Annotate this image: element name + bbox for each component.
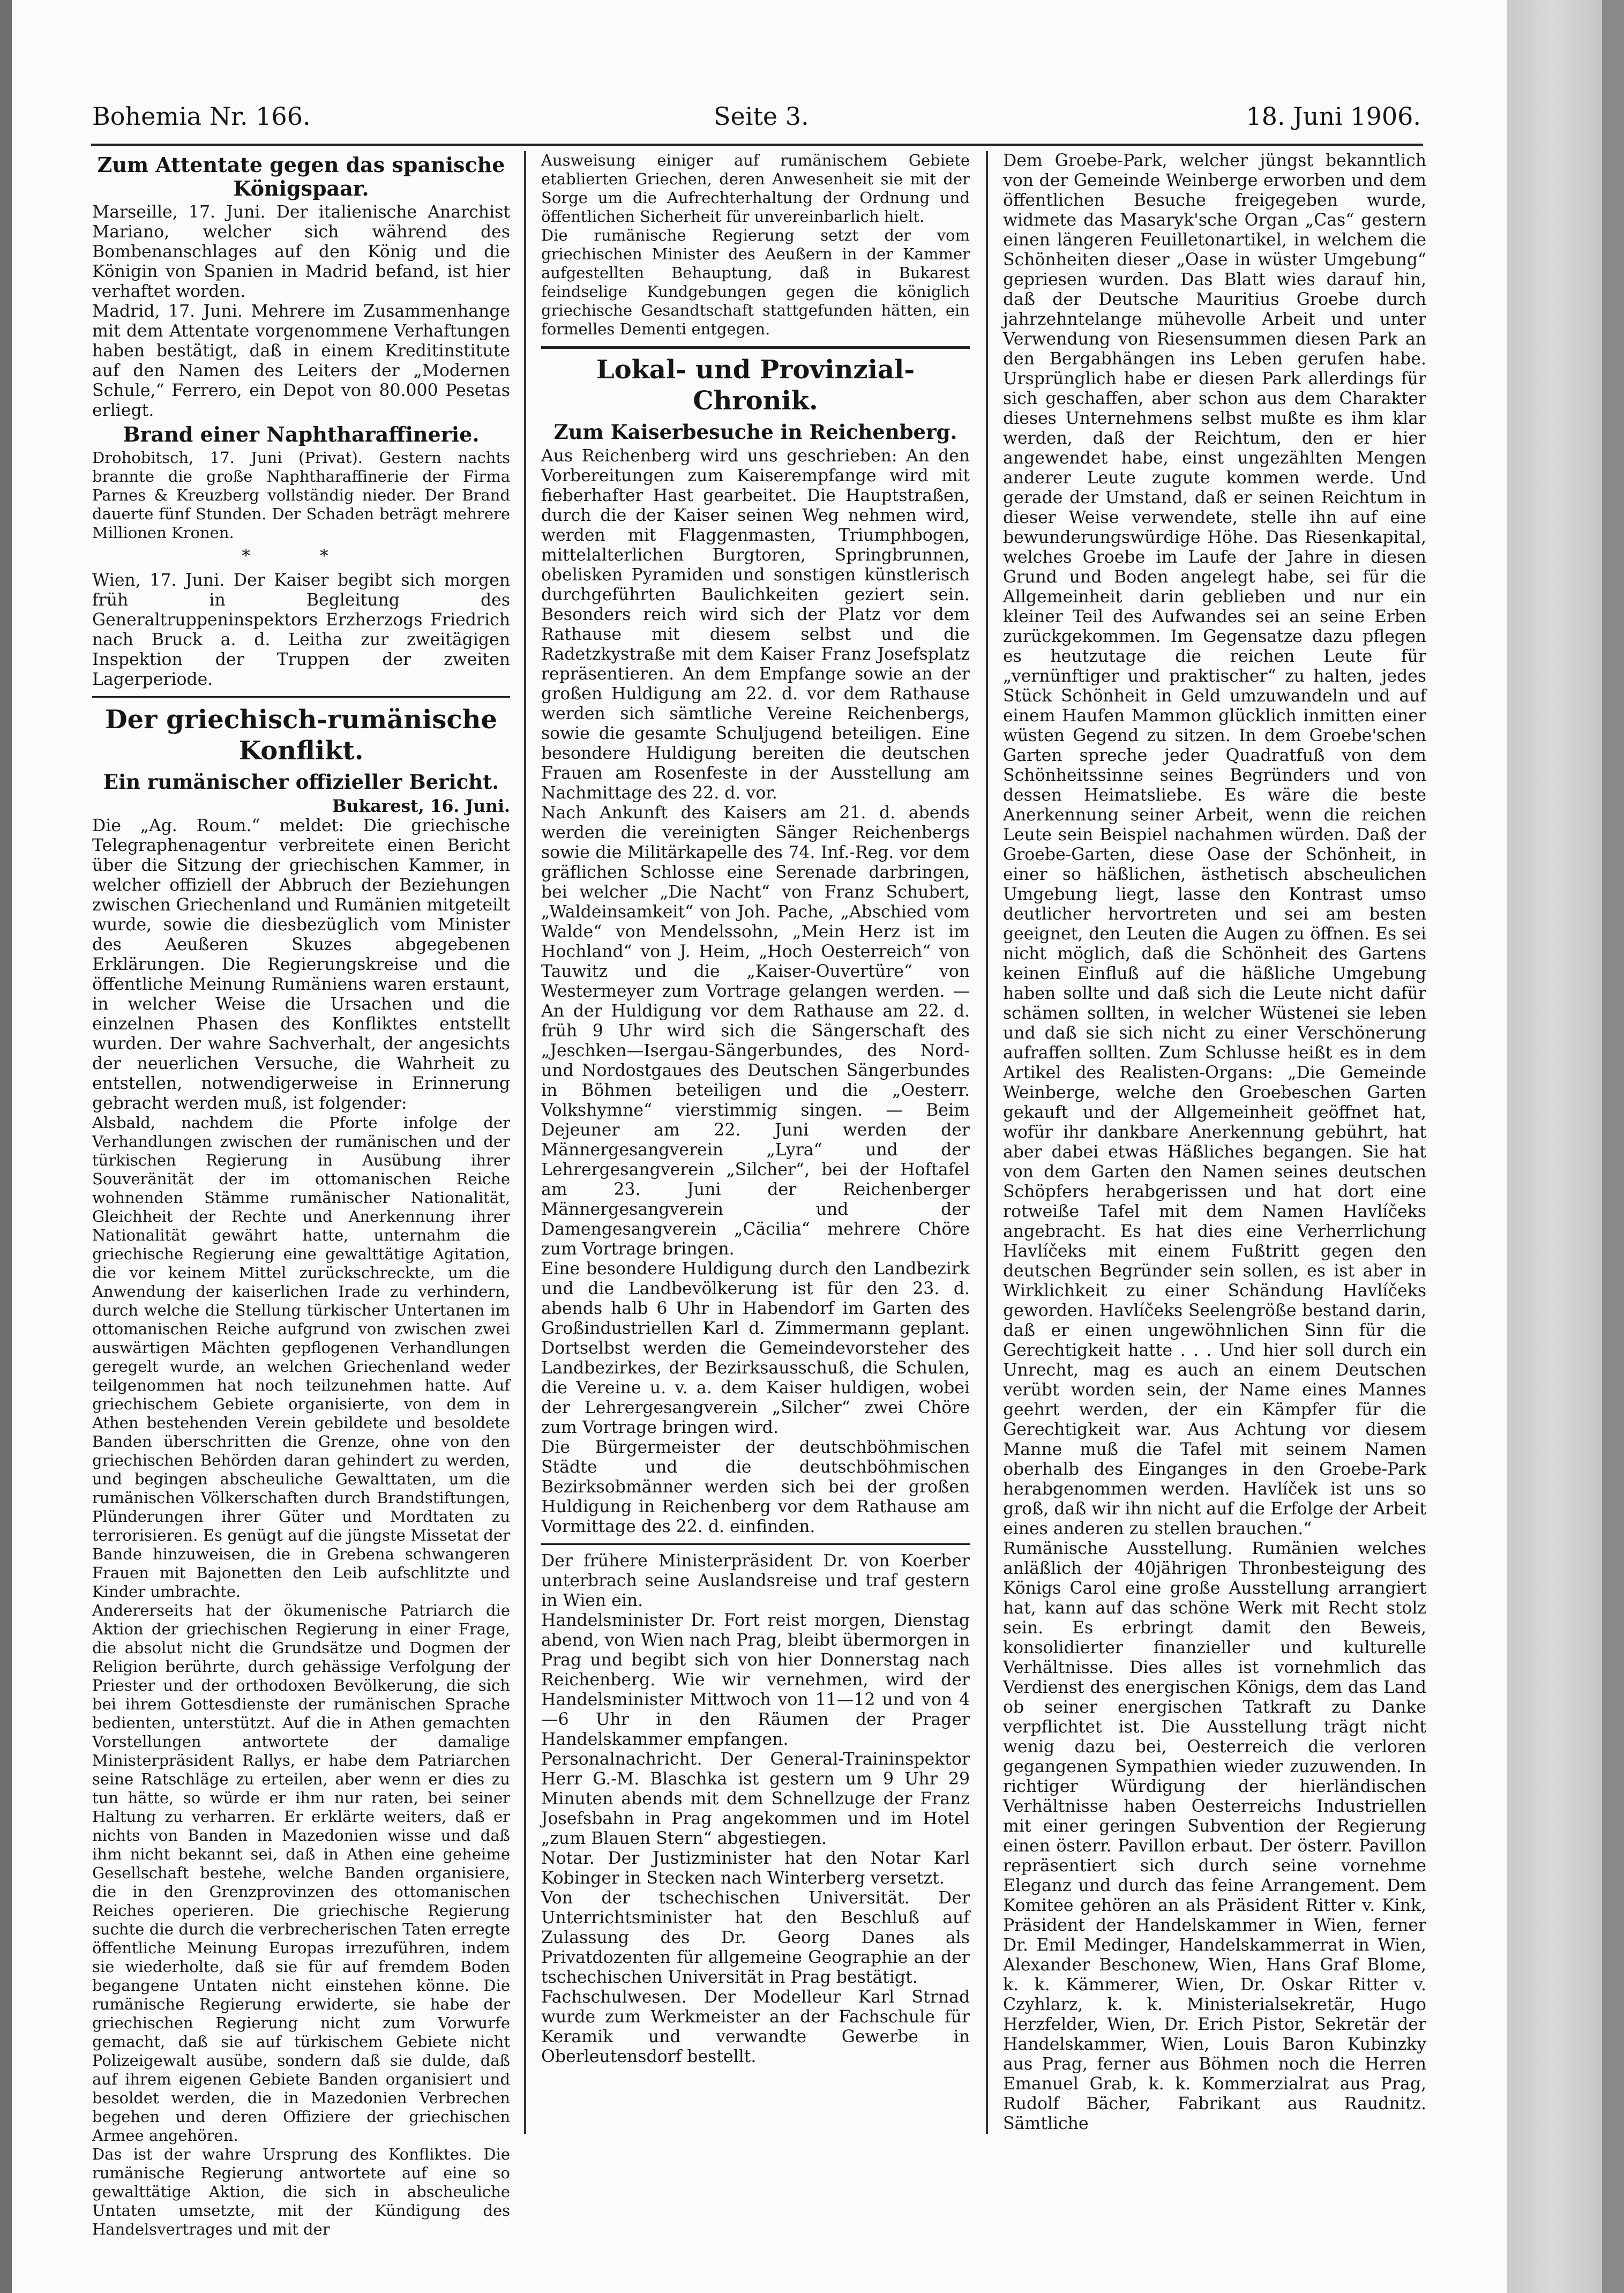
article-kaiser-4: Die Bürgermeister der deutschböhmischen Städte und die deutschböhmischen Bezirksobmänner werden sich bei der großen Huldigung in Reichenberg vor dem Rathause am Vormittage des 22. d. einfinden. [541, 1438, 970, 1536]
separator-stars: * * [242, 547, 361, 566]
article-kaiser-3: Eine besondere Huldigung durch den Landbezirk und die Landbevölkerung ist für den 23. d. abends halb 6 Uhr in Habendorf im Garten des Großindustriellen Karl d. Zimmermann geplant. Dortselbst werden die Gemeindevorsteher des Landbezirkes, der Bezirksausschuß, die Schulen, die Vereine u. v. a. dem Kaiser huldigen, wobei der Lehrergesangverein „Silcher“ zwei Chöre zum Vortrage bringen wird. [541, 1259, 970, 1437]
subheadline-kaiserbesuch: Zum Kaiserbesuche in Reichenberg. [553, 420, 957, 444]
headline-attentat: Zum Attentate gegen das spanische Königspaar. [97, 153, 505, 200]
article-bericht-3: Das ist der wahre Ursprung des Konfliktes. Die rumänische Regierung antwortete auf eine so gewalttätige Aktion, die sich in abscheuliche Untaten umsetzte, mit der Kündigung des Handelsvertrages und mit der [92, 2145, 510, 2238]
article-marseille: Marseille, 17. Juni. Der italienische Anarchist Mariano, welcher sich während des Bombenanschlages auf den König und die Königin von Spanien in Madrid befand, ist hier verhaftet worden. [92, 203, 510, 301]
scanner-edge [1602, 0, 1624, 2293]
headline-brand: Brand einer Naphtharaffinerie. [123, 422, 480, 446]
article-dementi: Die rumänische Regierung setzt der vom griechischen Minister des Aeußern in der Kammer aufgestellten Behauptung, daß in Bukarest feindselige Kundgebungen gegen die königlich griechische Gesandtschaft stattgefunden hätten, ein formelles Dementi entgegen. [541, 226, 970, 338]
article-madrid: Madrid, 17. Juni. Mehrere im Zusammenhange mit dem Attentate vorgenommene Verhaftungen haben bestätigt, daß in einem Kreditinstitute auf den Namen des Leiters der „Modernen Schule,“ Ferrero, ein Depot von 80.000 Pesetas erliegt. [92, 302, 510, 420]
article-drohobitsch: Drohobitsch, 17. Juni (Privat). Gestern nachts brannte die große Naphtharaffinerie der Firma Parnes & Kreuzberg vollständig nieder. Der Brand dauerte fünf Stunden. Der Schaden beträgt mehrere Millionen Kronen. [92, 449, 510, 542]
header-issue: Bohemia Nr. 166. [92, 102, 311, 131]
column-3 [1003, 151, 1426, 2134]
article-universitaet: Von der tschechischen Universität. Der Unterrichtsminister hat den Beschluß auf Zulassung des Dr. Georg Danes als Privatdozenten für allgemeine Geographie an der tschechischen Universität in Prag bestätigt. [541, 1888, 970, 1987]
header-date: 18. Juni 1906. [1246, 102, 1421, 131]
section-rule-2 [541, 1543, 970, 1545]
column-1 [92, 151, 510, 2239]
article-bericht-1: Alsbald, nachdem die Pforte infolge der Verhandlungen zwischen der rumänischen und der türkischen Regierung in Ausübung ihrer Souveränität der im ottomanischen Reiche wohnenden Stämme rumänischer Nationalität, Gleichheit der Rechte und Anerkennung ihrer Nationalität gewährt hatte, unternahm die griechische Regierung eine gewalttätige Agitation, die vor keinem Mittel zurückschreckte, um die Anwendung der kaiserlichen Irade zu verhindern, durch welche die Stellung türkischer Untertanen im ottomanischen Reiche aufgrund von zwischen zwei auswärtigen Mächten gepflogenen Verhandlungen geregelt wurde, an welchen Griechenland weder teilgenommen hat noch teilzunehmen hatte. Auf griechischem Gebiete organisierte, von dem in Athen bestehenden Verein gebildete und besoldete Banden überschritten die Grenze, ohne von den griechischen Behörden daran gehindert zu werden, und begingen abscheuliche Gewalttaten, um die rumänischen Völkerschaften durch Brandstiftungen, Plünderungen ihrer Güter und Mordtaten zu terrorisieren. Es genügt auf die jüngste Missetat der Bande hinzuweisen, die in Grebena schwangeren Frauen mit Bajonetten den Leib aufschlitzte und Kinder umbrachte. [92, 1114, 510, 1601]
headline-chronik: Lokal- und Provinzial-Chronik. [596, 355, 915, 416]
newspaper-page-scan [12, 0, 1507, 2293]
article-fachschul: Fachschulwesen. Der Modelleur Karl Strnad wurde zum Werkmeister an der Fachschule für Keramik und verwandte Gewerbe in Oberleutensdorf bestellt. [541, 1988, 970, 2066]
section-rule-double [541, 346, 970, 349]
article-fort: Handelsminister Dr. Fort reist morgen, Dienstag abend, von Wien nach Prag, bleibt übermorgen in Prag und begibt sich von hier Donnerstag nach Reichenberg. Wie wir vernehmen, wird der Handelsminister Mittwoch von 11—12 und von 4—6 Uhr in den Räumen der Prager Handelskammer empfangen. [541, 1611, 970, 1749]
section-rule [92, 696, 510, 698]
article-kaiser-1: Aus Reichenberg wird uns geschrieben: An den Vorbereitungen zum Kaiserempfange wird mit fieberhafter Hast gearbeitet. Die Hauptstraßen, durch die der Kaiser seinen Weg nehmen wird, werden mit Flaggenmasten, Triumphbogen, mittelalterlichen Burgtoren, Springbrunnen, obelisken Pyramiden und sonstigen künstlerisch durchgeführten Baulichkeiten geziert sein. Besonders reich wird sich der Platz vor dem Rathause mit diesem selbst und die Radetzkystraße mit dem Kaiser Franz Josefsplatz repräsentieren. An dem Empfange sowie an der großen Huldigung am 22. d. vor dem Rathause werden sich sämtliche Vereine Reichenbergs, sowie die gesamte Schuljugend beteiligen. Eine besondere Huldigung bereiten die deutschen Frauen am Rosenfeste in der Ausstellung am Nachmittage des 22. d. vor. [541, 446, 970, 803]
page-header [92, 102, 1421, 139]
article-groebe-park: Dem Groebe-Park, welcher jüngst bekanntlich von der Gemeinde Weinberge erworben und dem öffentlichen Besuche freigegeben wurde, widmete das Masaryk'sche Organ „Cas“ gestern einen längeren Feuilletonartikel, in welchem die Schönheiten dieser „Oase in wüster Umgebung“ gepriesen wurden. Das Blatt wies darauf hin, daß der Deutsche Mauritius Groebe durch jahrzehntelange mühevolle Arbeit und unter Verwendung von Riesensummen diesen Park an den Bergabhängen ins Leben gerufen habe. Ursprünglich habe er diesen Park allerdings für sich geschaffen, aber schon aus dem Charakter dieses Unternehmens selbst mußte es ihm klar werden, daß der Reichtum, den er hier angewendet habe, einst ungezählten Mengen anderer Leute zugute kommen werde. Und gerade der Umstand, daß er seinen Reichtum in dieser Weise verwendete, stelle ihn auf eine bewunderungswürdige Höhe. Das Riesenkapital, welches Groebe im Laufe der Jahre in diesen Grund und Boden angelegt habe, sei für die Allgemeinheit darin geblieben und nur ein kleiner Teil des Aufwandes sei an seine Erben zurückgekommen. Im Gegensatze dazu pflegen es heutzutage die reichen Leute für „vernünftiger und praktischer“ zu halten, jedes Stück Schönheit in Geld umzuwandeln und auf einem Haufen Mammon glücklich inmitten einer wüsten Gegend zu sitzen. In dem Groebe'schen Garten spreche jeder Quadratfuß von dem Schönheitssinne seines Begründers und von dessen Heimatsliebe. Es wäre die beste Anerkennung seiner Arbeit, wenn die reichen Leute sein Beispiel nachahmen würden. Daß der Groebe-Garten, diese Oase der Schönheit, in einer so häßlichen, ästhetisch abscheulichen Umgebung liegt, lasse den Kontrast umso deutlicher hervortreten und sei am besten geeignet, den Leuten die Augen zu öffnen. Es sei nicht möglich, daß die Schönheit des Gartens keinen Einfluß auf die häßliche Umgebung haben sollte und daß sich die Leute nicht dafür schämen sollten, in welcher Wüstenei sie leben und daß sie sich nicht zu einer Verschönerung aufraffen sollten. Zum Schlusse heißt es in dem Artikel des Realisten-Organs: „Die Gemeinde Weinberge, welche den Groebeschen Garten gekauft und der Allgemeinheit geöffnet hat, wofür ihr dankbare Anerkennung gebührt, hat aber dabei etwas Häßliches begangen. Sie hat von dem Garten den Namen seines deutschen Schöpfers herabgerissen und hat dort eine rotweiße Tafel mit dem Namen Havlíčeks angebracht. Es hat dies eine Verherrlichung Havlíčeks mit einem Fußtritt gegen den deutschen Begründer sein sollen, es ist aber in Wirklichkeit zu einer Schändung Havlíčeks geworden. Havlíčeks Seelengröße bestand darin, daß er einen ungewöhnlichen Sinn für die Gerechtigkeit hatte . . . Und hier soll durch ein Unrecht, mag es auch an einem Deutschen verübt worden sein, der Name eines Mannes geehrt werden, der ein Kämpfer für die Gerechtigkeit war. Aus Achtung vor diesem Manne muß die Tafel mit seinem Namen oberhalb des Einganges in den Groebe-Park herabgenommen werden. Havlíček ist uns so groß, daß wir ihn nicht auf die Erfolge der Arbeit eines anderen zu stellen brauchen.“ [1003, 151, 1426, 1538]
article-notar: Notar. Der Justizminister hat den Notar Karl Kobinger in Stecken nach Winterberg versetzt. [541, 1849, 970, 1888]
article-rumaenische-ausstellung: Rumänische Ausstellung. Rumänien welches anläßlich der 40jährigen Thronbesteigung des Königs Carol eine große Ausstellung arrangiert hat, kann auf das schöne Werk mit Recht stolz sein. Es erbringt damit den Beweis, konsolidierter finanzieller und kulturelle Verhältnisse. Dies alles ist vornehmlich das Verdienst des energischen Königs, dem das Land ob seiner energischen Tatkraft zu Danke verpflichtet ist. Die Ausstellung trägt nicht wenig dazu bei, Oesterreich die verloren gegangenen Sympathien wieder zuzuwenden. In richtiger Würdigung der hierländischen Verhältnisse haben Oesterreichs Industriellen mit einer geringen Subvention der Regierung einen österr. Pavillon erbaut. Der österr. Pavillon repräsentiert sich durch seine vornehme Eleganz und durch das feine Arrangement. Dem Komitee gehören an als Präsident Ritter v. Kink, Präsident der Handelskammer in Wien, ferner Dr. Emil Medinger, Handelskammerrat in Wien, Alexander Beschonew, Wien, Hans Graf Blome, k. k. Kämmerer, Wien, Dr. Oskar Ritter v. Czyhlarz, k. k. Ministerialsekretär, Hugo Herzfelder, Wien, Dr. Erich Pistor, Sekretär der Handelskammer, Wien, Louis Baron Kubinzky aus Prag, ferner aus Böhmen noch die Herren Emanuel Grab, k. k. Kommerzialrat aus Prag, Rudolf Bächer, Fabrikant aus Raudnitz. Sämtliche [1003, 1539, 1426, 2133]
article-bericht-2: Andererseits hat der ökumenische Patriarch die Aktion der griechischen Regierung in einer Frage, die absolut nicht die Grundsätze und Dogmen der Religion berührte, durch gehässige Verfolgung der Priester und der orthodoxen Bevölkerung, die sich bei ihrem Gottesdienste der rumänischen Sprache bedienten, unterstützt. Auf die in Athen gemachten Vorstellungen antwortete der damalige Ministerpräsident Rallys, er habe dem Patriarchen seine Ratschläge zu erteilen, aber wenn er dies zu tun hätte, so würde er ihm nur raten, bei seiner Haltung zu verharren. Er erklärte weiters, daß er nichts von Banden in Mazedonien wisse und daß ihm nicht bekannt sei, daß in Athen eine geheime Gesellschaft bestehe, welche Banden organisiere, die in den Grenzprovinzen des ottomanischen Reiches operieren. Die griechische Regierung suchte die durch die verbrecherischen Taten erregte öffentliche Meinung Europas irrezuführen, indem sie wiederholte, daß sie für auf fremdem Boden begangene Untaten nicht einstehen könne. Die rumänische Regierung erwiderte, sie habe der griechischen Regierung nicht zum Vorwurfe gemacht, daß sie auf türkischem Gebiete nicht Polizeigewalt ausübe, sondern daß sie dulde, daß auf ihrem eigenen Gebiete Banden organisiert und besoldet werden, die in Mazedonien Verbrechen begehen und deren Offiziere der griechischen Armee angehören. [92, 1601, 510, 2145]
subheadline-bericht: Ein rumänischer offizieller Bericht. [103, 770, 499, 794]
article-ausweisung-cont: Ausweisung einiger auf rumänischem Gebiete etablierten Griechen, deren Anwesenheit sie mit der Sorge um die Aufrechterhaltung der Ordnung und öffentlichen Sicherheit für unvereinbarlich hielt. [541, 151, 970, 226]
header-rule [91, 144, 1423, 146]
header-page-number: Seite 3. [714, 102, 809, 131]
article-personal: Personalnachricht. Der General-Traininspektor Herr G.-M. Blaschka ist gestern um 9 Uhr 29 Minuten abends mit dem Schnellzuge der Franz Josefsbahn in Prag angekommen und im Hotel „zum Blauen Stern“ abgestiegen. [541, 1750, 970, 1848]
headline-konflikt: Der griechisch-rumänische Konflikt. [104, 705, 498, 766]
article-kaiser-2: Nach Ankunft des Kaisers am 21. d. abends werden die vereinigten Sänger Reichenbergs sowie die Militärkapelle des 74. Inf.-Reg. vor dem gräflichen Schlosse eine Serenade darbringen, bei welcher „Die Nacht“ von Franz Schubert, „Waldeinsamkeit“ von Joh. Pache, „Abschied vom Walde“ von Mendelssohn, „Mein Herz ist im Hochland“ von J. Heim, „Hoch Oesterreich“ von Tauwitz und die „Kaiser-Ouvertüre“ von Westermeyer zum Vortrage gelangen werden. — An der Huldigung vor dem Rathause am 22. d. früh 9 Uhr wird sich die Sängerschaft des „Jeschken—Isergau-Sängerbundes, des Nord- und Nordostgaues des Deutschen Sängerbundes in Böhmen beteiligen und die „Oesterr. Volkshymne“ vierstimmig singen. — Beim Dejeuner am 22. Juni werden der Männergesangverein „Lyra“ und der Lehrergesangverein „Silcher“, bei der Hoftafel am 23. Juni der Reichenberger Männergesangverein und der Damengesangverein „Cäcilia“ mehrere Chöre zum Vortrage bringen. [541, 803, 970, 1259]
article-wien: Wien, 17. Juni. Der Kaiser begibt sich morgen früh in Begleitung des Generaltruppeninspektors Erzherzogs Friedrich nach Bruck a. d. Leitha zur zweitägigen Inspektion der Truppen der zweiten Lagerperiode. [92, 571, 510, 689]
column-2 [541, 151, 970, 2067]
column-divider-1 [524, 151, 526, 2134]
column-divider-2 [986, 151, 988, 2134]
dateline-bukarest: Bukarest, 16. Juni. [332, 796, 510, 816]
article-koerber: Der frühere Ministerpräsident Dr. von Koerber unterbrach seine Auslandsreise und traf gestern in Wien ein. [541, 1551, 970, 1610]
article-bericht-intro: Die „Ag. Roum.“ meldet: Die griechische Telegraphenagentur verbreitete einen Bericht über die Sitzung der griechischen Kammer, in welcher offiziell der Abbruch der Beziehungen zwischen Griechenland und Rumänien mitgeteilt wurde, sowie die diesbezüglich vom Minister des Aeußeren Skuzes abgegebenen Erklärungen. Die Regierungskreise und die öffentliche Meinung Rumäniens waren erstaunt, in welcher Weise die Ursachen und die einzelnen Phasen des Konfliktes entstellt wurden. Der wahre Sachverhalt, der angesichts der neuerlichen Versuche, die Wahrheit zu entstellen, notwendigerweise in Erinnerung gebracht werden muß, ist folgender: [92, 816, 511, 1113]
